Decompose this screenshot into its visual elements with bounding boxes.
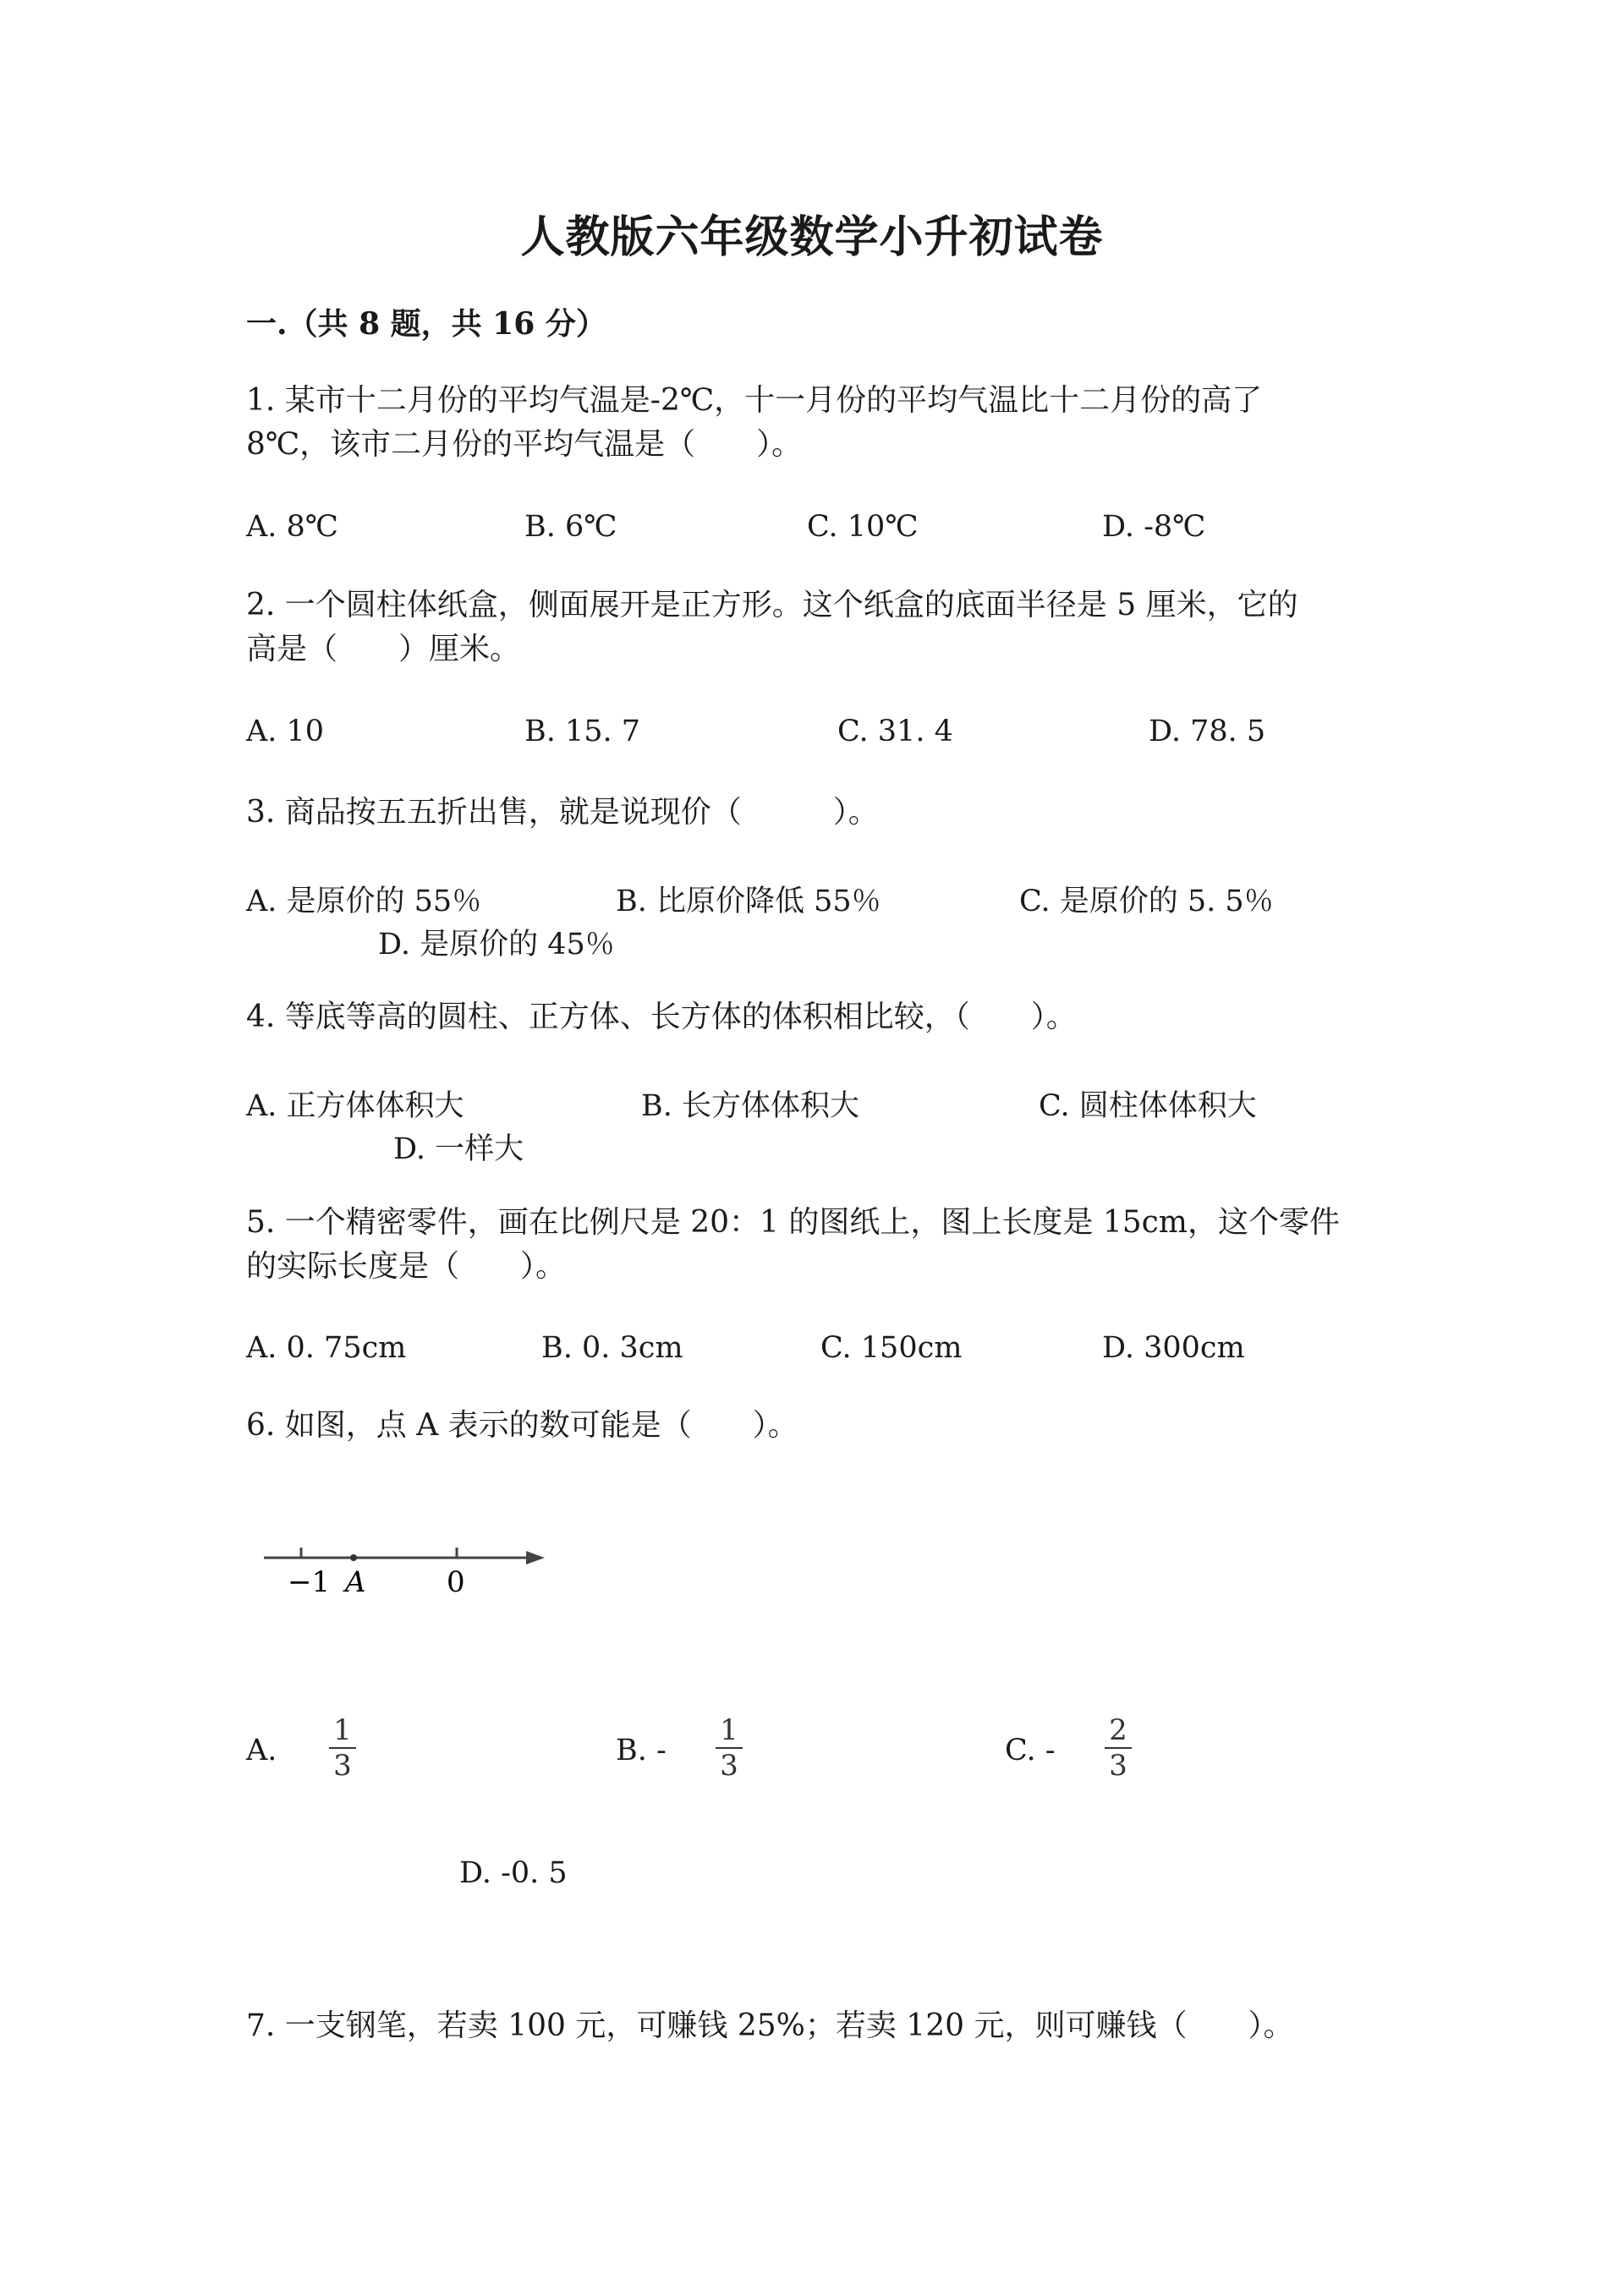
question-6-option-d: D. -0. 5 — [459, 1856, 568, 1890]
question-6-option-b-prefix: B. - — [616, 1734, 667, 1767]
question-1-option-d: D. -8℃ — [1102, 510, 1206, 544]
fraction-denominator: 3 — [1109, 1749, 1127, 1783]
question-5-option-c: C. 150cm — [820, 1331, 963, 1365]
question-1-option-c: C. 10℃ — [807, 510, 919, 544]
question-6-option-c-prefix: C. - — [1005, 1734, 1056, 1767]
question-4-option-b: B. 长方体体积大 — [641, 1089, 859, 1123]
point-a-dot — [350, 1554, 357, 1561]
question-3-option-c: C. 是原价的 5. 5％ — [1019, 885, 1274, 918]
question-1-option-a: A. 8℃ — [246, 510, 338, 544]
question-5-line-2: 的实际长度是（ ）。 — [246, 1249, 567, 1284]
question-1-line-2: 8℃，该市二月份的平均气温是（ ）。 — [246, 427, 803, 462]
question-7-line-1: 7. 一支钢笔，若卖 100 元，可赚钱 25%；若卖 120 元，则可赚钱（ ）。 — [246, 2008, 1294, 2043]
question-6-option-a-prefix: A. — [246, 1734, 277, 1767]
question-3-option-a: A. 是原价的 55％ — [246, 885, 482, 918]
section-header: 一.（共 8 题，共 16 分） — [246, 306, 606, 342]
question-5-line-1: 5. 一个精密零件，画在比例尺是 20：1 的图纸上，图上长度是 15cm，这个零件 — [246, 1205, 1340, 1240]
question-2-option-d: D. 78. 5 — [1149, 715, 1266, 748]
question-2-line-2: 高是（ ）厘米。 — [246, 632, 521, 666]
fraction-denominator: 3 — [333, 1749, 352, 1783]
question-6-option-a-fraction — [326, 1715, 359, 1781]
question-5-option-d: D. 300cm — [1102, 1331, 1245, 1365]
page-title: 人教版六年级数学小升初试卷 — [520, 211, 1104, 263]
question-6-option-c-fraction — [1101, 1715, 1135, 1781]
question-4-option-a: A. 正方体体积大 — [246, 1089, 464, 1123]
question-4-option-c: C. 圆柱体体积大 — [1039, 1089, 1257, 1123]
question-6-line-1: 6. 如图，点 A 表示的数可能是（ ）。 — [246, 1408, 798, 1443]
fraction-numerator: 2 — [1109, 1713, 1127, 1747]
number-line-figure — [254, 1522, 558, 1619]
question-3-line-1: 3. 商品按五五折出售，就是说现价（ ）。 — [246, 795, 879, 830]
question-1-line-1: 1. 某市十二月份的平均气温是-2℃，十一月份的平均气温比十二月份的高了 — [246, 383, 1263, 418]
question-2-option-b: B. 15. 7 — [524, 715, 641, 748]
question-4-line-1: 4. 等底等高的圆柱、正方体、长方体的体积相比较，（ ）。 — [246, 1000, 1077, 1034]
fraction-numerator: 1 — [720, 1713, 738, 1747]
fraction-numerator: 1 — [333, 1713, 352, 1747]
number-line-arrow-icon — [526, 1551, 545, 1564]
question-4-option-d: D. 一样大 — [393, 1132, 524, 1166]
question-1-option-b: B. 6℃ — [524, 510, 617, 544]
question-5-option-b: B. 0. 3cm — [541, 1331, 683, 1365]
label-zero: 0 — [447, 1565, 465, 1599]
question-6-option-b-fraction — [712, 1715, 746, 1781]
question-2-option-c: C. 31. 4 — [837, 715, 953, 748]
label-minus-one: −1 — [288, 1565, 331, 1599]
fraction-denominator: 3 — [720, 1749, 738, 1783]
question-2-option-a: A. 10 — [246, 715, 325, 748]
label-point-a: A — [345, 1565, 366, 1599]
question-2-line-1: 2. 一个圆柱体纸盒，侧面展开是正方形。这个纸盒的底面半径是 5 厘米，它的 — [246, 588, 1298, 622]
question-5-option-a: A. 0. 75cm — [246, 1331, 407, 1365]
question-3-option-b: B. 比原价降低 55％ — [616, 885, 881, 918]
question-3-option-d: D. 是原价的 45％ — [378, 928, 615, 962]
number-line-svg — [254, 1522, 558, 1615]
